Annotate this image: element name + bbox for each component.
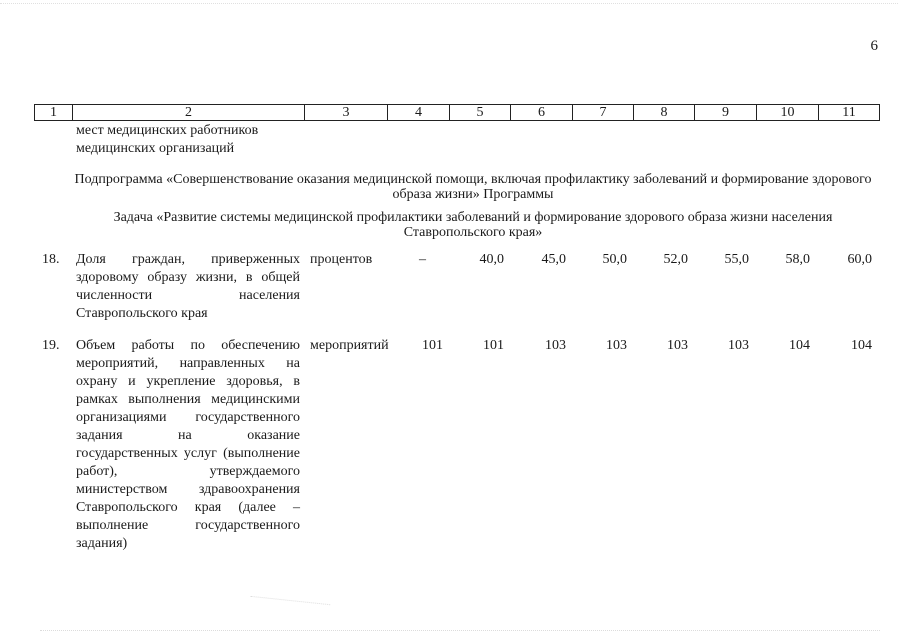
value-cell: 104: [851, 338, 872, 353]
value-cell: 103: [606, 338, 627, 353]
value-cell: 52,0: [663, 252, 688, 267]
value-cell: 104: [789, 338, 810, 353]
unit-of-measure: мероприятий: [310, 338, 389, 353]
page-number: 6: [870, 38, 878, 54]
scan-edge-line: [40, 630, 880, 631]
value-cell: 103: [667, 338, 688, 353]
indicator-name: Доля граждан, приверженных здоровому образу жизни, в общей численности населения Ставропольского края: [76, 252, 300, 321]
value-cell: 103: [545, 338, 566, 353]
column-header-cell: 3: [305, 105, 388, 121]
continuation-text: мест медицинских работников медицинских организаций: [76, 123, 259, 156]
value-cell: 60,0: [847, 252, 872, 267]
column-header-cell: 11: [819, 105, 880, 121]
row-number: 18.: [42, 252, 60, 267]
column-header-cell: 10: [757, 105, 819, 121]
column-header-cell: 9: [695, 105, 757, 121]
unit-of-measure: процентов: [310, 252, 373, 267]
column-header-row: [35, 105, 880, 121]
value-cell: 58,0: [785, 252, 810, 267]
value-cell: 101: [422, 338, 443, 353]
column-header-cell: 2: [73, 105, 305, 121]
value-cell: 103: [728, 338, 749, 353]
column-header-cell: 8: [634, 105, 695, 121]
subprogram-title: Подпрограмма «Совершенствование оказания медицинской помощи, включая профилактику заболеваний и формирование здорового образа жизни» Программы: [74, 172, 872, 202]
column-header-cell: 1: [35, 105, 73, 121]
value-cell: 45,0: [541, 252, 566, 267]
column-header-cell: 7: [573, 105, 634, 121]
column-header-cell: 5: [450, 105, 511, 121]
value-cell: 50,0: [602, 252, 627, 267]
value-cell: 55,0: [724, 252, 749, 267]
value-cell: –: [419, 252, 426, 267]
column-header-table: [34, 104, 880, 121]
scan-smudge: [250, 596, 331, 613]
row-number: 19.: [42, 338, 60, 353]
scan-edge-line: [0, 3, 898, 4]
column-header-cell: 6: [511, 105, 573, 121]
indicator-name: Объем работы по обеспечению мероприятий, направленных на охрану и укрепление здоровья, в рамках выполнения медицинскими организациями государственного задания на оказание государственных услуг (выполнение работ), утверждаемого министерством здравоохранения Ставропольского края (далее – выполнение государственного задания): [76, 338, 300, 551]
column-header-cell: 4: [388, 105, 450, 121]
value-cell: 101: [483, 338, 504, 353]
task-title: Задача «Развитие системы медицинской профилактики заболеваний и формирование здорового образа жизни населения Ставропольского края»: [113, 210, 833, 240]
value-cell: 40,0: [479, 252, 504, 267]
